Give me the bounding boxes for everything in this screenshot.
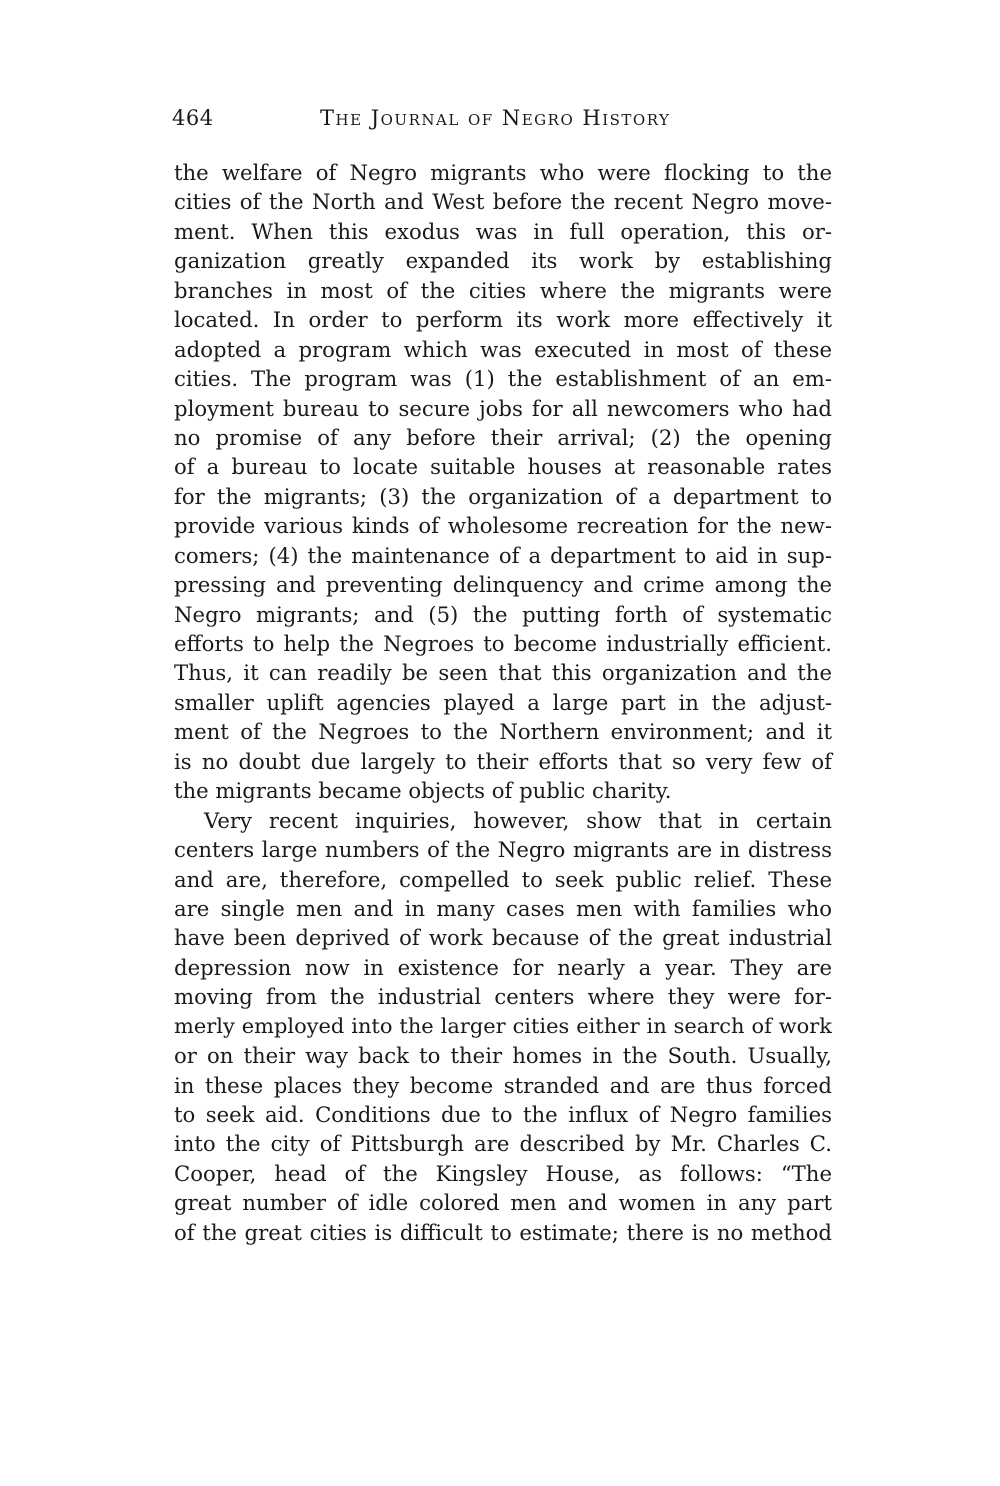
text-line: and are, therefore, compelled to seek public relief. These <box>174 866 832 892</box>
text-line: ployment bureau to secure jobs for all newcomers who had <box>174 395 832 421</box>
text-line: of the great cities is difficult to estimate; there is no method <box>174 1219 832 1245</box>
text-line: is no doubt due largely to their efforts that so very few of <box>174 748 832 774</box>
text-line: have been deprived of work because of the great industrial <box>174 925 832 951</box>
running-header <box>172 106 832 140</box>
text-line: centers large numbers of the Negro migrants are in distress <box>174 837 832 863</box>
text-line: the welfare of Negro migrants who were flocking to the <box>174 160 832 185</box>
text-line: are single men and in many cases men with families who <box>174 895 832 921</box>
text-line: ganization greatly expanded its work by establishing <box>174 248 832 274</box>
text-line: of a bureau to locate suitable houses at reasonable rates <box>174 454 832 480</box>
text-line: or on their way back to their homes in the South. Usually, <box>174 1043 832 1069</box>
text-line: for the migrants; (3) the organization of a department to <box>174 483 832 509</box>
text-line: cities of the North and West before the recent Negro move- <box>174 189 832 215</box>
text-line: into the city of Pittsburgh are described by Mr. Charles C. <box>174 1131 832 1157</box>
text-line: ment of the Negroes to the Northern environment; and it <box>174 719 832 745</box>
text-line: Thus, it can readily be seen that this organization and the <box>174 660 832 686</box>
text-line: smaller uplift agencies played a large part in the adjust- <box>174 689 832 715</box>
text-line: branches in most of the cities where the migrants were <box>174 277 832 303</box>
text-line: ment. When this exodus was in full operation, this or- <box>174 218 832 244</box>
page-number: 464 <box>172 106 214 130</box>
body-text <box>174 158 832 1247</box>
text-line: Cooper, head of the Kingsley House, as follows: “The <box>174 1160 832 1186</box>
text-line: in these places they become stranded and are thus forced <box>174 1072 832 1098</box>
text-line: merly employed into the larger cities either in search of work <box>174 1013 832 1038</box>
text-line: no promise of any before their arrival; (2) the opening <box>174 424 832 450</box>
text-line: moving from the industrial centers where they were for- <box>174 984 832 1010</box>
text-line: cities. The program was (1) the establishment of an em- <box>174 366 832 392</box>
text-line: adopted a program which was executed in most of these <box>174 336 832 362</box>
text-line: pressing and preventing delinquency and crime among the <box>174 572 832 598</box>
text-line: provide various kinds of wholesome recreation for the new- <box>174 513 832 539</box>
paragraph-2 <box>174 806 832 1248</box>
paragraph-1 <box>174 158 832 806</box>
text-line: great number of idle colored men and women in any part <box>174 1190 832 1216</box>
text-line: efforts to help the Negroes to become industrially efficient. <box>174 631 832 656</box>
text-line: Very recent inquiries, however, show that in certain <box>204 807 832 833</box>
text-line: depression now in existence for nearly a year. They are <box>174 954 832 980</box>
text-line: the migrants became objects of public charity. <box>174 778 672 804</box>
text-line: Negro migrants; and (5) the putting forth of systematic <box>174 601 832 627</box>
text-line: to seek aid. Conditions due to the influx of Negro families <box>174 1102 832 1127</box>
text-line: located. In order to perform its work more effectively it <box>174 307 832 333</box>
text-line: comers; (4) the maintenance of a department to aid in sup- <box>174 542 832 568</box>
running-title: The Journal of Negro History <box>320 106 671 130</box>
